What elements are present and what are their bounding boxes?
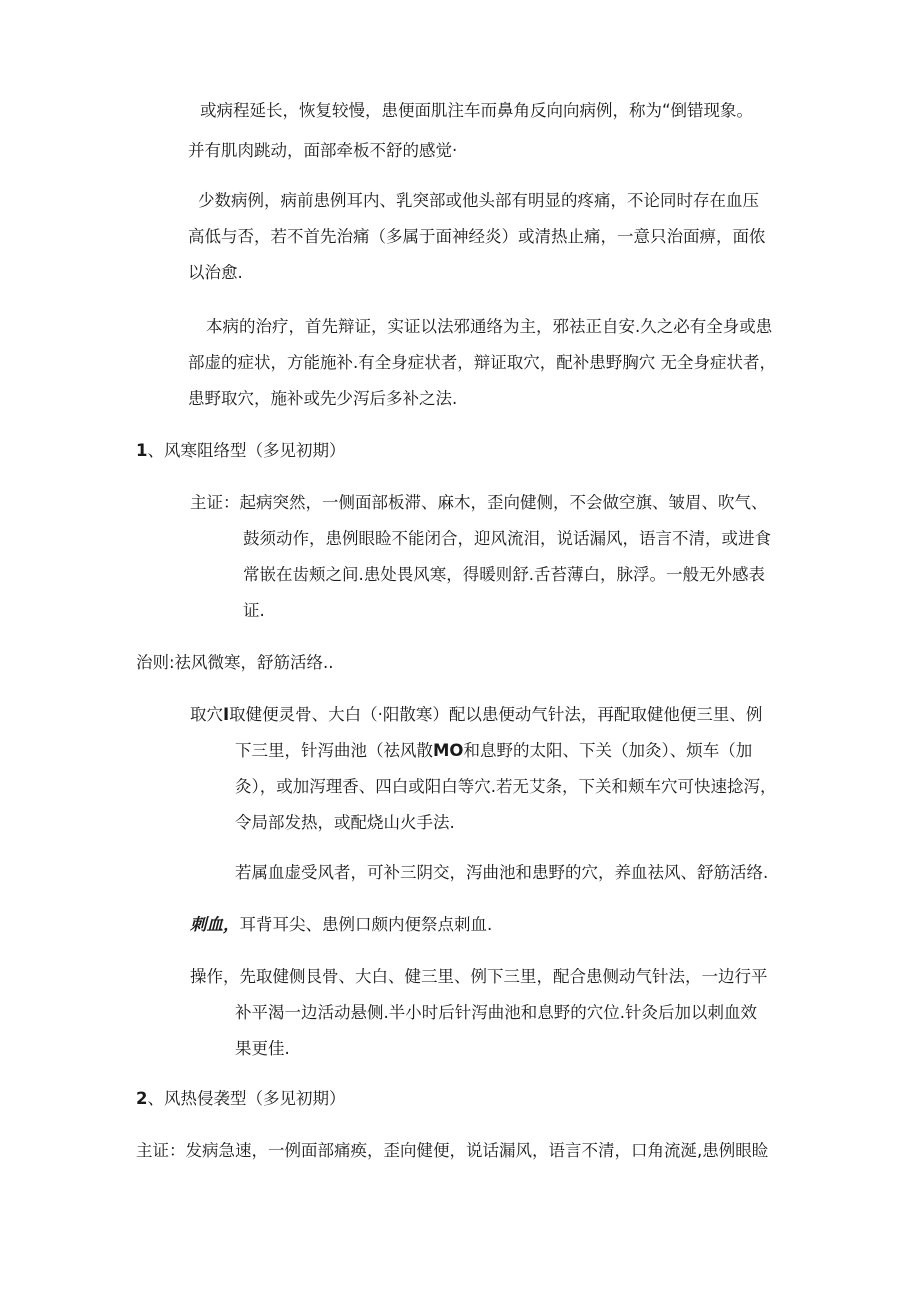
quxue-line-1-text: 取健便灵骨、大白（·阳散寒）配以患便动气针法，再配取健他便三里、例 [229, 705, 763, 724]
section-2-heading [136, 1088, 345, 1110]
quxue-line-2-b: 和息野的太阳、下关（加灸）、烦车（加 [463, 741, 753, 760]
section-2-title: 、风热侵袭型（多见初期） [147, 1089, 346, 1108]
section-1-caozuo-line-2: 补平渴一边活动悬侧.半小时后针泻曲池和息野的穴位.针灸后加以刺血效 [235, 1003, 757, 1022]
section-1-zhuzheng-line-1: 主证：起病突然，一侧面部板滞、麻木，歪向健侧，不会做空旗、皱眉、吹气、 [190, 493, 768, 512]
section-1-zhuzheng-line-4: 证. [243, 601, 265, 620]
paragraph-3-line-3: 患野取穴，施补或先少泻后多补之法. [188, 389, 458, 408]
paragraph-2-line-3: 以治愈. [188, 263, 243, 282]
section-1-quxue-line-4: 令局部发热，或配烧山火手法. [235, 813, 455, 832]
section-1-caozuo-line-3: 果更佳. [235, 1039, 290, 1058]
section-1-heading [136, 440, 345, 462]
quxue-mark: I [223, 705, 230, 724]
paragraph-3-line-2: 部虚的症状，方能施补.有全身症状者，辩证取穴，配补患野胸穴 无全身症状者， [188, 353, 776, 372]
quxue-line-2-a: 下三里，针泻曲池（祛风散 [235, 741, 433, 760]
section-1-zhuzheng-line-2: 鼓须动作，患例眼睑不能闭合，迎风流泪，说话漏风，语言不清，或进食 [243, 529, 771, 548]
section-1-quxue-line-2 [235, 740, 752, 762]
paragraph-1-line-2: 并有肌肉跳动，面部牵板不舒的感觉· [188, 141, 458, 160]
paragraph-2-line-1: 少数病例，病前患例耳内、乳突部或他头部有明显的疼痛，不论同时存在血压 [198, 191, 759, 210]
paragraph-3-line-1: 本病的治疗，首先辩证，实证以法邪通络为主，邪祛正自安.久之必有全身或患 [206, 317, 773, 336]
cixue-label: 刺血， [190, 915, 240, 934]
section-2-zhuzheng-line-1: 主证：发病急速，一例面部痛痪，歪向健便，说话漏风，语言不清，口角流涎,患例眼睑 [136, 1141, 769, 1160]
section-1-caozuo-line-1: 操作，先取健侧艮骨、大白、健三里、例下三里，配合患侧动气针法，一边行平 [190, 967, 768, 986]
section-1-title: 、风寒阻络型（多见初期） [147, 441, 346, 460]
quxue-label: 取穴 [190, 705, 223, 724]
quxue-line-2-mark: MO [433, 741, 464, 760]
cixue-text: 耳背耳尖、患例口颇内便祭点刺血. [239, 915, 493, 934]
section-1-zhize: 治则:祛风微寒，舒筋活络.. [136, 653, 334, 672]
section-1-quxue-line-1 [190, 704, 762, 726]
section-1-quxue-line-3: 灸），或加泻理香、四白或阳白等穴.若无艾条，下关和颊车穴可快速捻泻， [235, 777, 777, 796]
section-1-cixue [190, 914, 492, 936]
section-1-number: 1 [136, 441, 148, 460]
section-2-number: 2 [136, 1089, 148, 1108]
section-1-xuexu: 若属血虚受风者，可补三阴交，泻曲池和患野的穴，养血祛风、舒筋活络. [235, 863, 769, 882]
paragraph-2-line-2: 高低与否，若不首先治痛（多属于面神经炎）或清热止痛，一意只治面痹，面侬 [188, 227, 766, 246]
section-1-zhuzheng-line-3: 常嵌在齿颊之间.患处畏风寒，得暖则舒.舌苔薄白，脉浮。一般无外感表 [243, 565, 765, 584]
paragraph-1-line-1: 或病程延长，恢复较慢，患便面肌注车而鼻角反向向病例，称为“倒错现象。 [200, 101, 754, 120]
